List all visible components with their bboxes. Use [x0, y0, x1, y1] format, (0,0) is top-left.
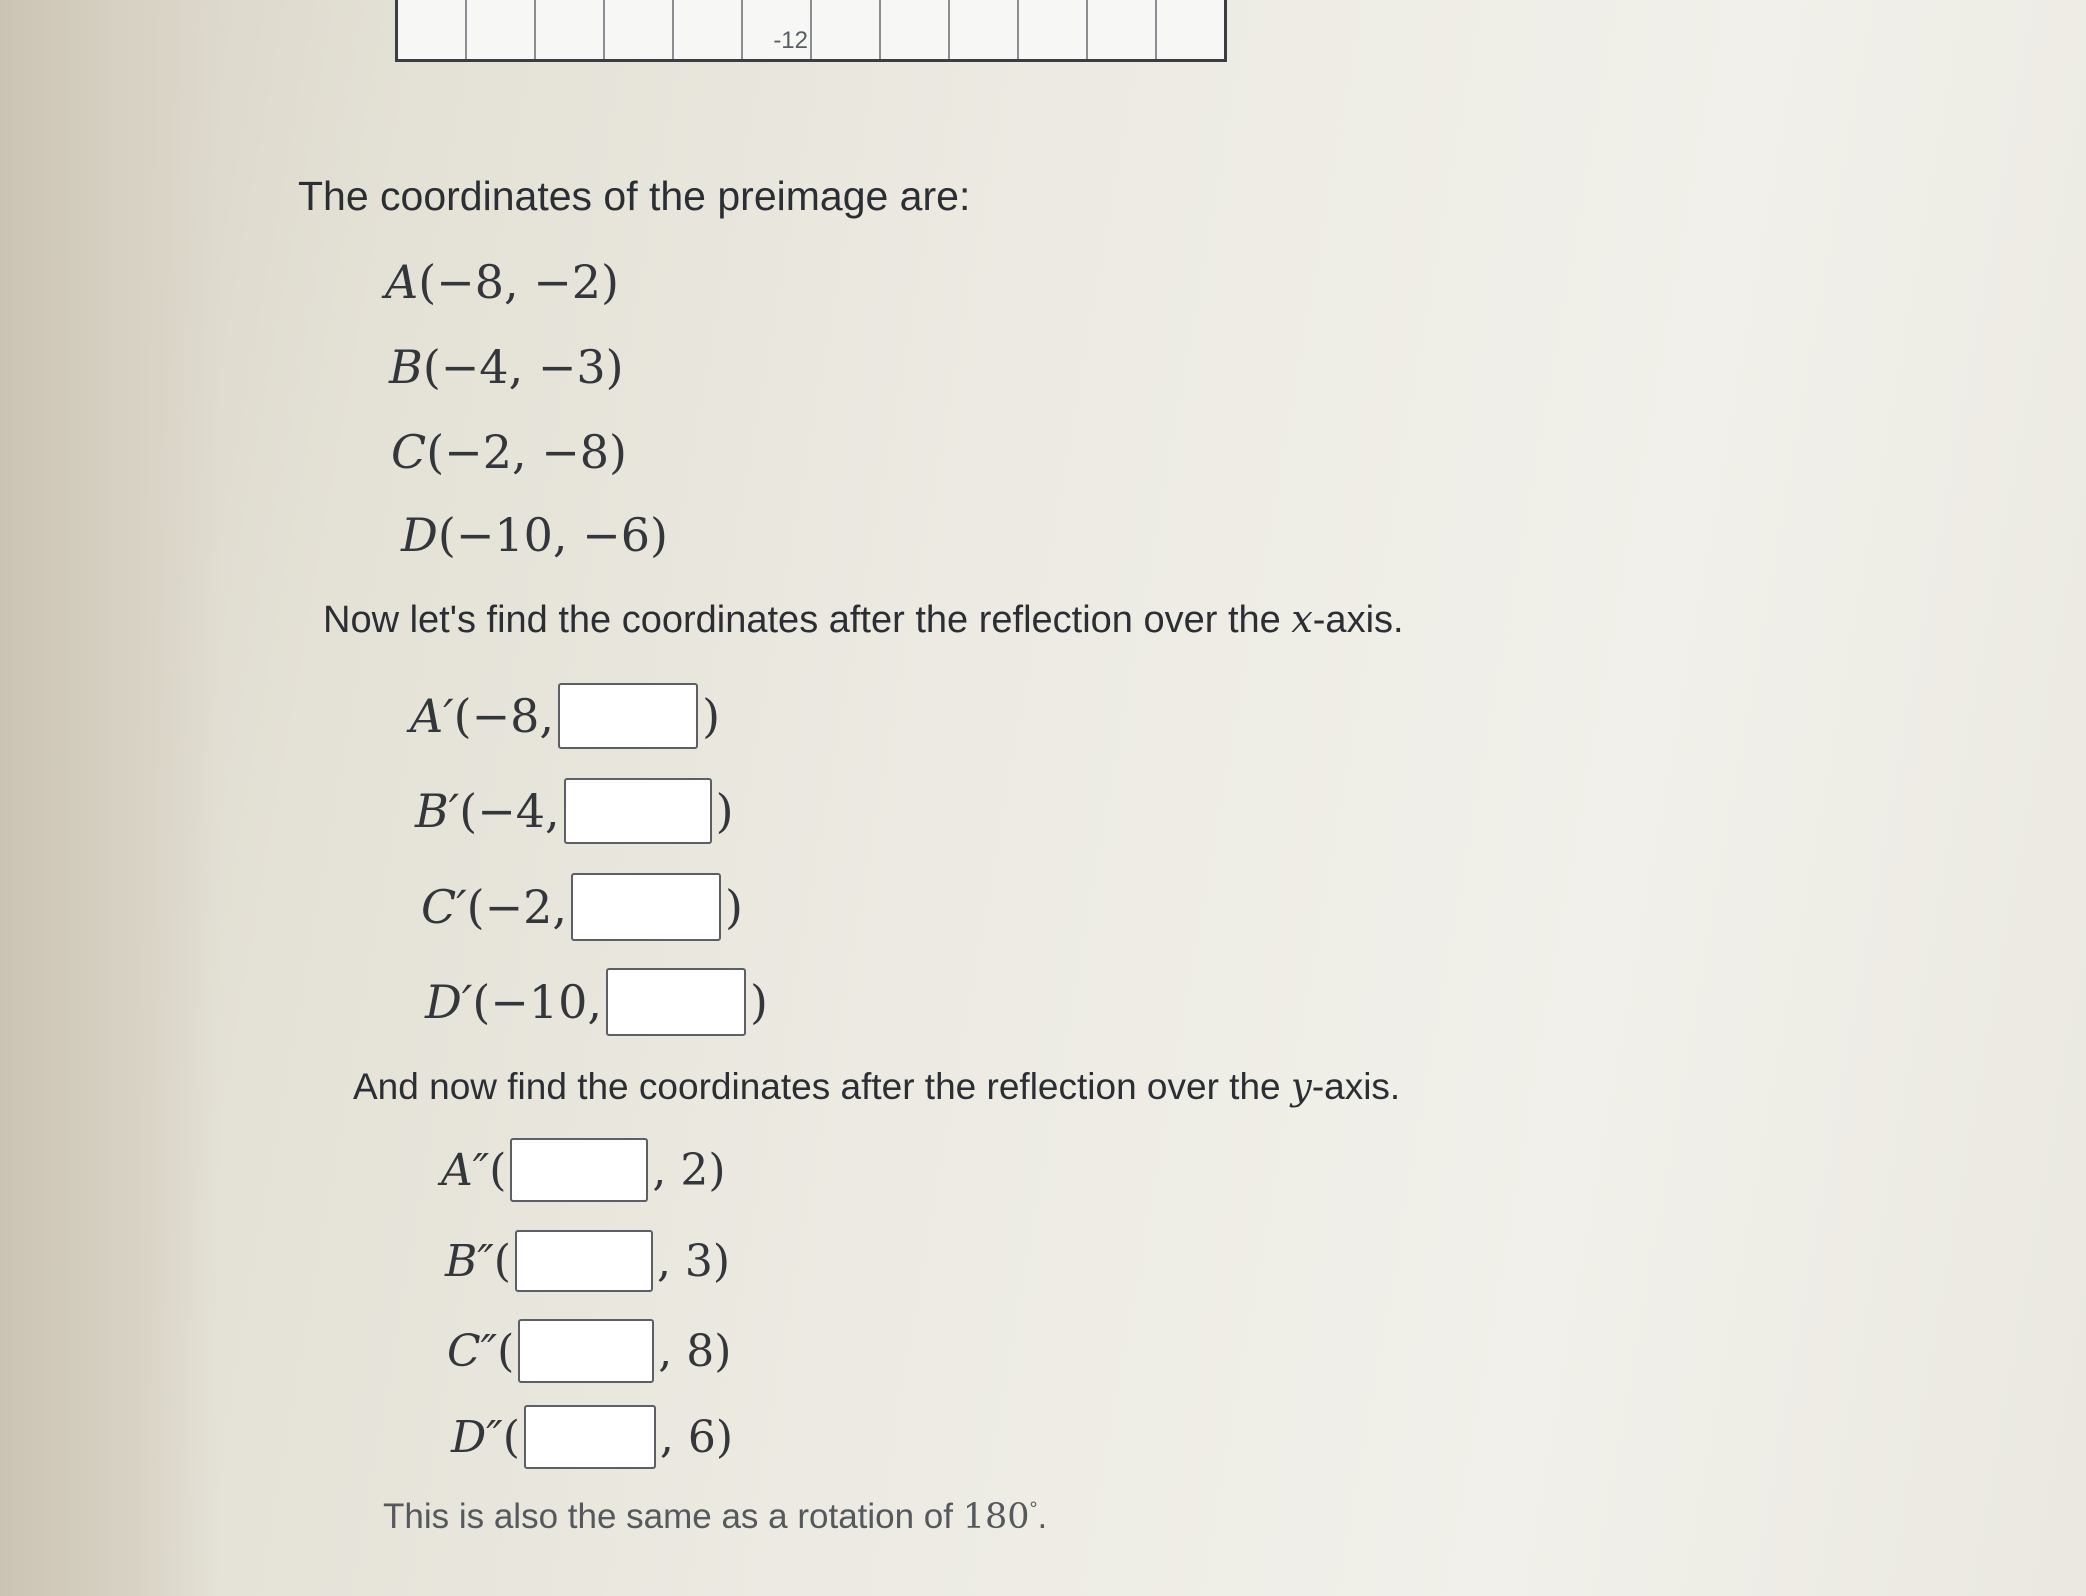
x-reflection-row-a [410, 683, 720, 749]
grid-cell [1157, 0, 1224, 59]
heading-suffix: -axis. [1312, 599, 1404, 641]
axis-variable: x [1291, 597, 1313, 641]
point-coords: (−4, −3) [422, 340, 624, 394]
coord-close: ) [702, 689, 721, 743]
grid-cell [1088, 0, 1157, 59]
point-label: C [391, 425, 427, 479]
answer-input-a-prime-y[interactable] [558, 683, 698, 749]
preimage-heading: The coordinates of the preimage are: [298, 173, 971, 219]
grid-cell [674, 0, 743, 59]
coord-open: ( [497, 1325, 515, 1377]
point-label: A [385, 255, 419, 309]
point-label: C′ [421, 880, 467, 934]
y-reflection-heading [353, 1065, 1400, 1108]
y-reflection-row-c [447, 1319, 731, 1383]
point-label: B [389, 340, 423, 394]
answer-input-d-double-prime-x[interactable] [524, 1405, 656, 1469]
background-shadow [0, 0, 220, 1596]
coord-close: ) [725, 880, 743, 934]
coord-open: (−2, [466, 880, 568, 934]
answer-input-c-double-prime-x[interactable] [518, 1319, 654, 1383]
answer-input-d-prime-y[interactable] [606, 968, 746, 1036]
point-label: A″ [441, 1144, 490, 1196]
heading-text: And now find the coordinates after the reflection over the [353, 1066, 1291, 1107]
note-text: This is also the same as a rotation of [383, 1497, 963, 1536]
point-label: D′ [425, 975, 473, 1029]
coord-close: , 6) [659, 1411, 734, 1463]
coord-open: ( [493, 1235, 511, 1287]
rotation-angle: 180 [962, 1497, 1030, 1537]
preimage-point-d [401, 508, 668, 562]
point-label: B″ [445, 1235, 494, 1287]
grid-cell [881, 0, 950, 59]
y-reflection-row-b [445, 1230, 730, 1292]
grid-tick-label: -12 [773, 27, 808, 54]
coord-open: (−8, [453, 689, 555, 743]
heading-text: Now let's find the coordinates after the reflection over the [323, 599, 1292, 641]
preimage-point-b [389, 340, 624, 394]
x-reflection-row-c [421, 873, 743, 941]
answer-input-b-prime-y[interactable] [564, 778, 712, 844]
grid-cell [398, 0, 467, 59]
degree-symbol: ° [1029, 1498, 1038, 1521]
point-label: D [401, 508, 438, 562]
grid-cell [812, 0, 881, 59]
x-reflection-row-b [415, 778, 734, 844]
x-reflection-row-d [425, 968, 768, 1036]
coord-close: ) [749, 975, 768, 1029]
answer-input-a-double-prime-x[interactable] [510, 1138, 648, 1202]
point-label: A′ [410, 689, 454, 743]
coord-close: , 2) [652, 1144, 726, 1196]
x-reflection-heading [323, 597, 1404, 642]
coord-open: ( [502, 1411, 520, 1463]
grid-cell [1019, 0, 1088, 59]
answer-input-c-prime-y[interactable] [571, 873, 721, 941]
coord-close: , 8) [658, 1325, 732, 1377]
heading-suffix: -axis. [1311, 1066, 1401, 1107]
grid-cell [467, 0, 536, 59]
grid-cell [950, 0, 1019, 59]
point-coords: (−10, −6) [437, 508, 668, 562]
note-suffix: . [1037, 1497, 1048, 1536]
answer-input-b-double-prime-x[interactable] [515, 1230, 653, 1292]
coordinate-grid-strip [395, 0, 1227, 62]
grid-cell [536, 0, 605, 59]
coord-open: ( [489, 1144, 507, 1196]
point-label: D″ [451, 1411, 503, 1463]
y-reflection-row-d [451, 1405, 733, 1469]
grid-cell [605, 0, 674, 59]
grid-cell [743, 0, 812, 59]
coord-close: ) [715, 784, 734, 838]
preimage-point-c [391, 425, 627, 479]
coord-close: , 3) [656, 1235, 731, 1287]
point-label: B′ [415, 784, 460, 838]
rotation-note [383, 1497, 1047, 1537]
y-reflection-row-a [441, 1138, 726, 1202]
point-coords: (−8, −2) [418, 255, 619, 309]
axis-variable: y [1290, 1065, 1312, 1108]
preimage-point-a [385, 255, 619, 309]
coord-open: (−10, [472, 975, 602, 1029]
point-coords: (−2, −8) [426, 425, 627, 479]
point-label: C″ [447, 1325, 498, 1377]
coord-open: (−4, [459, 784, 560, 838]
